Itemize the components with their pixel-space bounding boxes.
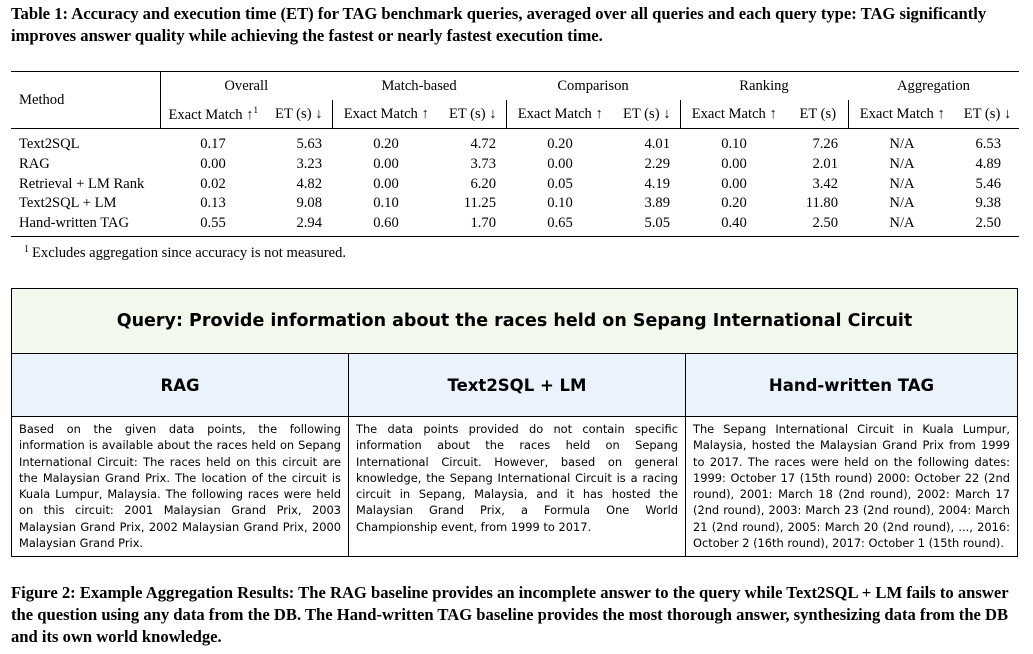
sub-header-overall-em: Exact Match ↑$^1$: [160, 100, 266, 129]
figure-example-results: [11, 288, 1018, 557]
method-cell: Text2SQL + LM: [19, 195, 117, 212]
answer-text-text2sql-lm: The data points provided do not contain specific information about the races held on Sepang International Circuit. However, based on general knowledge, the Sepang International Circuit is a racing circuit in Sepang, Malaysia, and it has hosted the Malaysian Grand Prix, a Formula One World Championship event, from 1999 to 2017.: [356, 422, 678, 534]
value-cell: 5.46: [975, 175, 1001, 192]
value-cell: 3.89: [644, 195, 670, 212]
method-cell: RAG: [19, 156, 50, 173]
value-cell-best: 0.65: [547, 215, 573, 232]
value-cell: 0.20: [373, 136, 399, 153]
value-cell: N/A: [889, 215, 915, 232]
value-cell-best: 2.29: [644, 156, 670, 173]
footnote-text: Excludes aggregation since accuracy is not measured.: [32, 245, 347, 261]
value-cell: 0.17: [200, 136, 226, 153]
column-header-rag: RAG: [12, 354, 348, 417]
footnote-mark: 1: [24, 244, 29, 255]
table-footnote: [24, 244, 346, 262]
table-row: [11, 129, 1019, 155]
method-cell: Retrieval + LM Rank: [19, 175, 145, 192]
group-header-match-based: Match-based: [381, 77, 457, 94]
value-cell: 0.00: [373, 156, 399, 173]
value-cell-best: 2.50: [975, 215, 1001, 232]
value-cell: N/A: [889, 175, 915, 192]
value-cell: 0.20: [721, 195, 747, 212]
value-cell: 4.89: [975, 156, 1001, 173]
group-header-comparison: Comparison: [557, 77, 629, 94]
value-cell: 0.02: [200, 175, 226, 192]
value-cell: 5.63: [296, 136, 322, 153]
group-header-overall: Overall: [160, 72, 332, 101]
method-cell: Hand-written TAG: [19, 215, 130, 232]
value-cell: 0.10: [547, 195, 573, 212]
value-cell: 0.00: [373, 175, 399, 192]
value-cell-best: 2.01: [812, 156, 838, 173]
value-cell: 0.10: [721, 136, 747, 153]
value-cell: 0.13: [200, 195, 226, 212]
value-cell: 6.20: [470, 175, 496, 192]
table-row: [11, 194, 1019, 214]
group-header-ranking: Ranking: [739, 77, 789, 94]
group-header-aggregation: Aggregation: [897, 77, 970, 94]
value-cell: 11.80: [805, 195, 838, 212]
value-cell: 11.25: [463, 195, 496, 212]
answer-text-rag: Based on the given data points, the following information is available about the races held on Sepang International Circuit: The races held on this circuit are the Malaysian Grand Prix. The location of the circuit is Kuala Lumpur, Malaysia. The following races were held on this circuit: 2001 Malaysian Grand Prix, 2003 Malaysian Grand Prix, 2002 Malaysian Grand Prix, 2000 Malaysian Grand Prix.: [19, 422, 341, 551]
table-row: [11, 214, 1019, 237]
value-cell-best: 0.55: [200, 215, 226, 232]
sub-header-comparison-et: ET (s) ↓: [614, 100, 680, 129]
value-cell: 9.38: [975, 195, 1001, 212]
table-caption: Table 1: Accuracy and execution time (ET) for TAG benchmark queries, averaged over all queries and each query type: TAG significantly improves answer quality while achieving the fastest or nearly fastest execution time.: [11, 4, 987, 45]
value-cell: N/A: [889, 195, 915, 212]
value-cell: 6.53: [975, 136, 1001, 153]
value-cell-best: 1.70: [470, 215, 496, 232]
value-cell: 0.20: [547, 136, 573, 153]
sub-header-aggregation-em: Exact Match ↑: [848, 100, 956, 129]
value-cell: N/A: [889, 156, 915, 173]
value-cell: 3.23: [296, 156, 322, 173]
value-cell-best: 0.60: [373, 215, 399, 232]
sub-header-match-em: Exact Match ↑: [332, 100, 440, 129]
column-header-hand-written-tag: Hand-written TAG: [686, 354, 1017, 417]
sub-header-overall-et: ET (s) ↓: [266, 100, 332, 129]
value-cell: 2.50: [812, 215, 838, 232]
value-cell: 0.00: [721, 175, 747, 192]
value-cell: 0.00: [200, 156, 226, 173]
value-cell-best: 2.94: [296, 215, 322, 232]
results-table: [11, 71, 1019, 237]
value-cell: 0.10: [373, 195, 399, 212]
value-cell: 4.01: [644, 136, 670, 153]
value-cell: 3.73: [470, 156, 496, 173]
sub-header-aggregation-et: ET (s) ↓: [956, 100, 1019, 129]
value-cell-best: 0.40: [721, 215, 747, 232]
value-cell: 0.00: [547, 156, 573, 173]
value-cell: 9.08: [296, 195, 322, 212]
query-header: Query: Provide information about the races held on Sepang International Circuit: [12, 289, 1017, 354]
table-row: [11, 155, 1019, 175]
value-cell: 0.05: [547, 175, 573, 192]
method-cell: Text2SQL: [19, 136, 80, 153]
value-cell: 0.00: [721, 156, 747, 173]
value-cell: 4.19: [644, 175, 670, 192]
figure-caption: Figure 2: Example Aggregation Results: The RAG baseline provides an incomplete answer to the query while Text2SQL + LM fails to answer the question using any data from the DB. The Hand-written TAG baseline provides the most thorough answer, synthesizing data from the DB and its own world knowledge.: [11, 583, 1009, 646]
sub-header-ranking-em: Exact Match ↑: [680, 100, 788, 129]
column-header-text2sql-lm: Text2SQL + LM: [349, 354, 685, 417]
table-row: [11, 174, 1019, 194]
sub-header-ranking-et: ET (s): [788, 100, 848, 129]
sub-header-match-et: ET (s) ↓: [440, 100, 506, 129]
value-cell: 4.82: [296, 175, 322, 192]
sub-header-comparison-em: Exact Match ↑: [506, 100, 614, 129]
value-cell: N/A: [889, 136, 915, 153]
table-sub-header-row: [11, 100, 1019, 129]
table-group-header-row: [11, 72, 1019, 101]
value-cell: 4.72: [470, 136, 496, 153]
value-cell: 5.05: [644, 215, 670, 232]
value-cell: 7.26: [812, 136, 838, 153]
answer-text-hand-written-tag: The Sepang International Circuit in Kuala Lumpur, Malaysia, hosted the Malaysian Grand Prix from 1999 to 2017. The races were held on the following dates: 1999: October 17 (15th round) 2000: October 22 (2nd round), 2001: March 18 (2nd round), 2002: March 17 (2nd round), 2003: March 23 (2nd round), 2004: March 21 (2nd round), 2005: March 20 (2nd round), ..., 2016: October 2 (16th round), 2017: October 1 (15th round).: [693, 422, 1010, 551]
method-header: Method: [11, 72, 160, 129]
value-cell: 3.42: [812, 175, 838, 192]
